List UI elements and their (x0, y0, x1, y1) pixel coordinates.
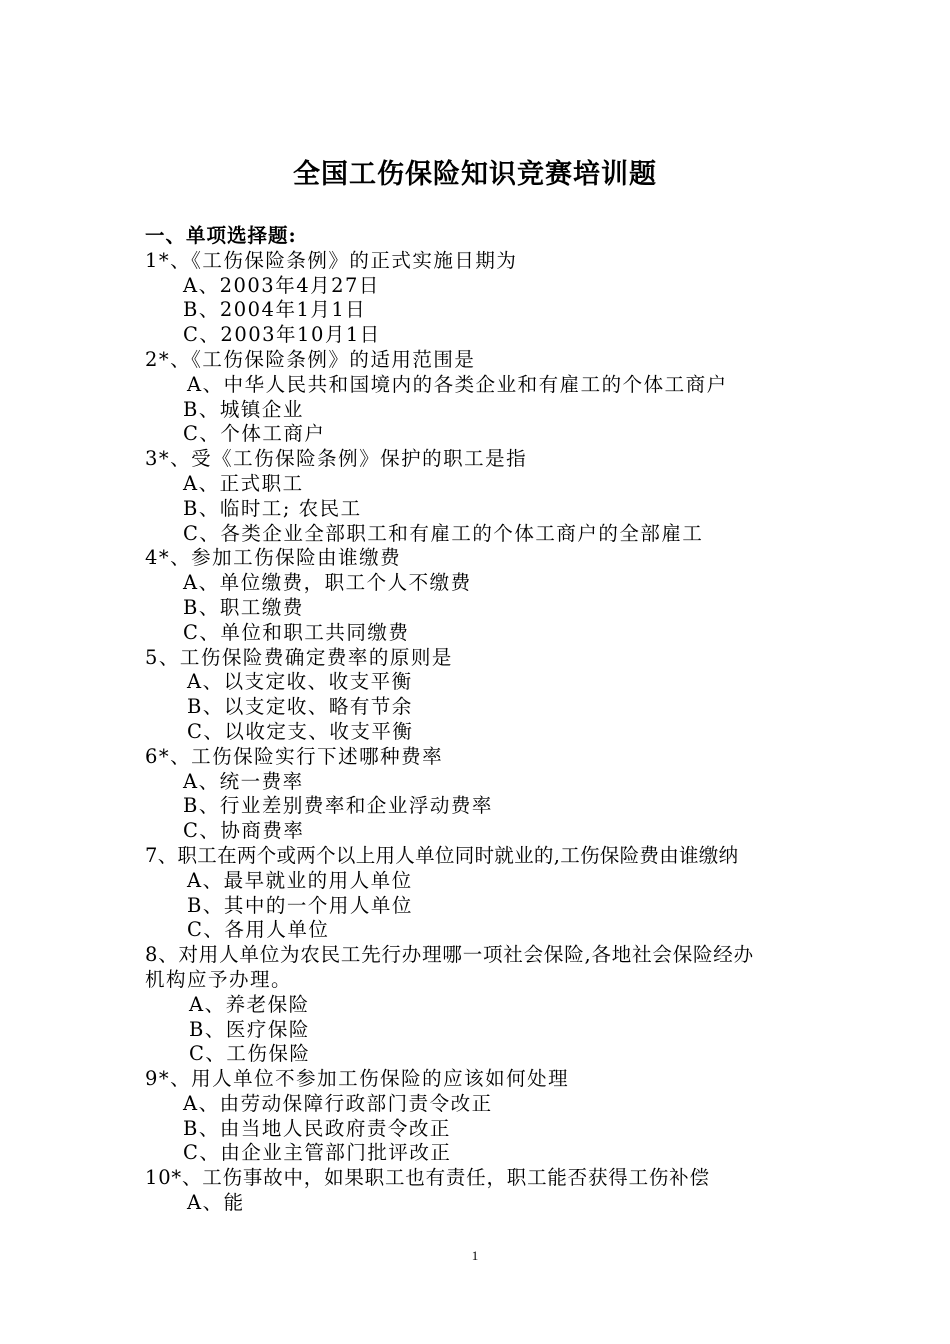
q9-option-a: A、由劳动保障行政部门责令改正 (183, 1091, 493, 1115)
q8-option-a: A、养老保险 (189, 992, 310, 1016)
q3-option-b: B、临时工; 农民工 (183, 496, 362, 520)
q1-option-c: C、2003年10月1日 (183, 323, 381, 347)
question-5: 5、工伤保险费确定费率的原则是 (145, 645, 453, 669)
q7-option-c: C、各用人单位 (187, 918, 330, 942)
q8-option-c: C、工伤保险 (189, 1042, 311, 1066)
question-6: 6*、工伤保险实行下述哪种费率 (145, 744, 444, 768)
q3-option-c: C、各类企业全部职工和有雇工的个体工商户的全部雇工 (183, 521, 704, 545)
q9-option-b: B、由当地人民政府责令改正 (183, 1116, 451, 1140)
q1-option-b: B、2004年1月1日 (183, 298, 367, 322)
question-9: 9*、用人单位不参加工伤保险的应该如何处理 (145, 1067, 570, 1091)
question-1: 1*、《工伤保险条例》的正式实施日期为 (145, 248, 518, 272)
q2-option-b: B、城镇企业 (183, 397, 304, 421)
q6-option-c: C、协商费率 (183, 819, 305, 843)
page-number: 1 (471, 1248, 479, 1263)
q2-option-c: C、个体工商户 (183, 422, 326, 446)
question-8-line-1: 8、对用人单位为农民工先行办理哪一项社会保险,各地社会保险经办 (145, 943, 754, 967)
q7-option-a: A、最早就业的用人单位 (187, 868, 413, 892)
question-10: 10*、工伤事故中，如果职工也有责任，职工能否获得工伤补偿 (145, 1166, 710, 1190)
q6-option-a: A、统一费率 (183, 769, 304, 793)
q6-option-b: B、行业差别费率和企业浮动费率 (183, 794, 493, 818)
question-8-line-2: 机构应予办理。 (145, 967, 293, 991)
q8-option-b: B、医疗保险 (189, 1017, 310, 1041)
q2-option-a: A、中华人民共和国境内的各类企业和有雇工的个体工商户 (187, 372, 728, 396)
q4-option-b: B、职工缴费 (183, 595, 304, 619)
question-3: 3*、受《工伤保险条例》保护的职工是指 (145, 447, 528, 471)
q1-option-a: A、2003年4月27日 (183, 273, 380, 297)
question-2: 2*、《工伤保险条例》的适用范围是 (145, 347, 476, 371)
question-7: 7、职工在两个或两个以上用人单位同时就业的,工伤保险费由谁缴纳 (145, 843, 739, 867)
q4-option-c: C、单位和职工共同缴费 (183, 620, 410, 644)
document-title: 全国工伤保险知识竞赛培训题 (293, 159, 657, 190)
q5-option-c: C、以收定支、收支平衡 (187, 719, 414, 743)
question-4: 4*、参加工伤保险由谁缴费 (145, 546, 402, 570)
q9-option-c: C、由企业主管部门批评改正 (183, 1141, 452, 1165)
q4-option-a: A、单位缴费，职工个人不缴费 (183, 571, 472, 595)
question-list (145, 224, 845, 1216)
q5-option-a: A、以支定收、收支平衡 (187, 670, 413, 694)
q5-option-b: B、以支定收、略有节余 (187, 695, 413, 719)
q10-option-a: A、能 (187, 1191, 245, 1215)
section-heading: 一、单项选择题: (145, 224, 297, 247)
q7-option-b: B、其中的一个用人单位 (187, 893, 413, 917)
q3-option-a: A、正式职工 (183, 471, 304, 495)
